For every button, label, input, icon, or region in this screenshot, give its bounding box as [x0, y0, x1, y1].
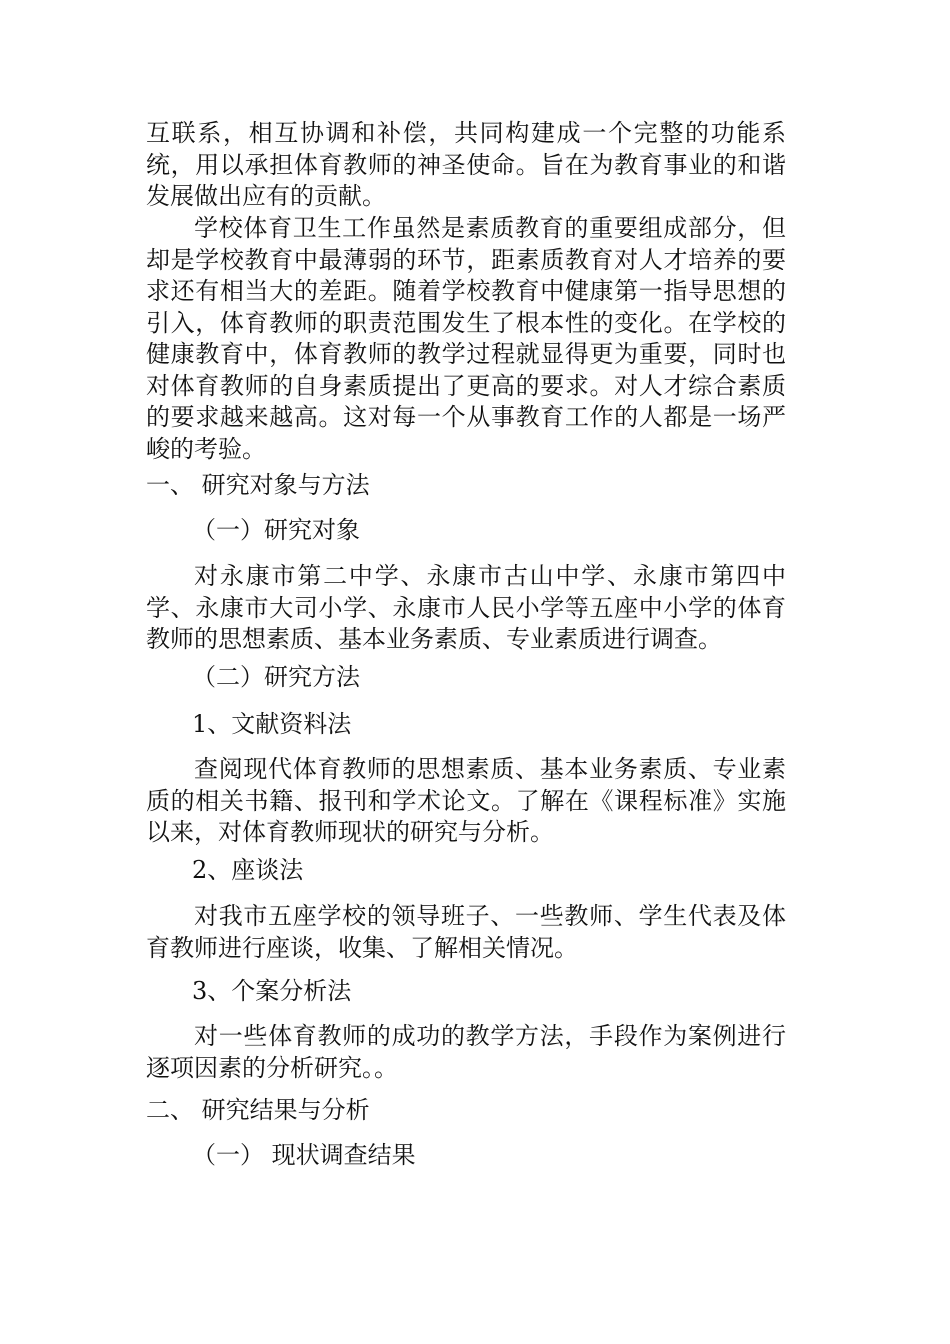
paragraph-literature: 查阅现代体育教师的思想素质、基本业务素质、专业素质的相关书籍、报刊和学术论文。了解在《课程标准》实施以来，对体育教师现状的研究与分析。: [146, 755, 786, 846]
paragraph-case-analysis: 对一些体育教师的成功的教学方法，手段作为案例进行逐项因素的分析研究。。: [146, 1022, 786, 1082]
section-heading-2: 二、 研究结果与分析: [146, 1096, 370, 1124]
subsection-heading-research-methods: （二）研究方法: [192, 663, 360, 691]
paragraph-continuation: 互联系，相互协调和补偿，共同构建成一个完整的功能系统，用以承担体育教师的神圣使命。旨在为教育事业的和谐发展做出应有的贡献。: [146, 119, 786, 210]
section-heading-1: 一、 研究对象与方法: [146, 471, 370, 499]
paragraph-research-objects: 对永康市第二中学、永康市古山中学、永康市第四中学、永康市大司小学、永康市人民小学等五座中小学的体育教师的思想素质、基本业务素质、专业素质进行调查。: [146, 562, 786, 653]
paragraph-discussion: 对我市五座学校的领导班子、一些教师、学生代表及体育教师进行座谈，收集、了解相关情况。: [146, 902, 786, 962]
method-heading-literature: 1、文献资料法: [192, 710, 352, 738]
method-heading-case-analysis: 3、个案分析法: [192, 977, 352, 1005]
subsection-heading-survey-results: （一） 现状调查结果: [192, 1141, 416, 1169]
method-heading-discussion: 2、座谈法: [192, 856, 304, 884]
subsection-heading-research-objects: （一）研究对象: [192, 516, 360, 544]
paragraph-school-pe: 学校体育卫生工作虽然是素质教育的重要组成部分，但却是学校教育中最薄弱的环节，距素质教育对人才培养的要求还有相当大的差距。随着学校教育中健康第一指导思想的引入，体育教师的职责范围发生了根本性的变化。在学校的健康教育中，体育教师的教学过程就显得更为重要，同时也对体育教师的自身素质提出了更高的要求。对人才综合素质的要求越来越高。这对每一个从事教育工作的人都是一场严峻的考验。: [146, 214, 786, 463]
